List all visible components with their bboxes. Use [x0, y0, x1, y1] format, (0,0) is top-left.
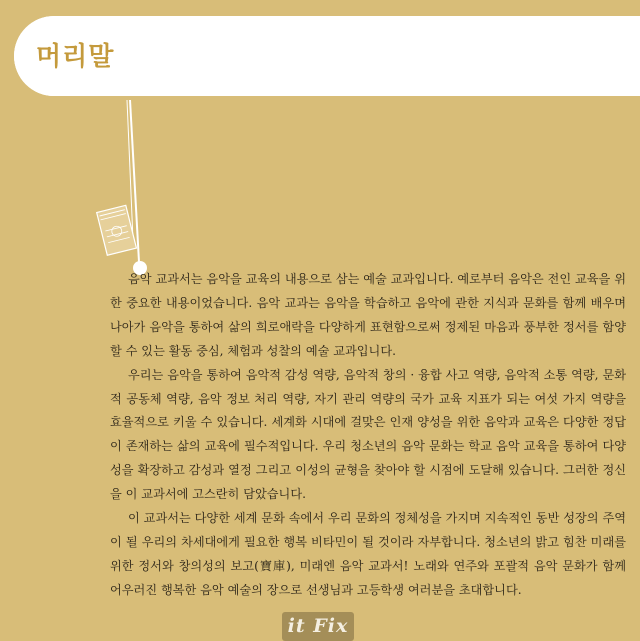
paragraph: 우리는 음악을 통하여 음악적 감성 역량, 음악적 창의 · 융합 사고 역량, 음악적 소통 역량, 문화적 공동체 역량, 음악 정보 처리 역량, 자기 관리 역량의 국가 교육 지표가 되는 여섯 가지 역량을 효율적으로 키울 수 있습니다. 세계화 시대에 걸맞은 인재 양성을 위한 음악과 교육은 다양한 정답이 존재하는 삶의 교육에 필수적입니다. 우리 청소년의 음악 문화는 학교 음악 교육을 통하여 다양성을 확장하고 감성과 열정 그리고 이성의 균형을 찾아야 할 시점에 도달해 있습니다. 그러한 정신을 이 교과서에 고스란히 담았습니다. [110, 367, 626, 502]
watermark-logo: it Fix [282, 612, 354, 641]
paragraph: 이 교과서는 다양한 세계 문화 속에서 우리 문화의 정체성을 가지며 지속적인 동반 성장의 주역이 될 우리의 차세대에게 필요한 행복 비타민이 될 것이라 자부합니다. 청소년의 밝고 힘찬 미래를 위한 정서와 창의성의 보고(寶庫), 미래엔 음악 교과서! 노래와 연주와 포괄적 음악 문화가 함께 어우러진 행복한 음악 예술의 장으로 선생님과 고등학생 여러분을 초대합니다. [110, 511, 626, 597]
paragraph: 음악 교과서는 음악을 교육의 내용으로 삼는 예술 교과입니다. 예로부터 음악은 전인 교육을 위한 중요한 내용이었습니다. 음악 교과는 음악을 학습하고 음악에 관한 지식과 문화를 함께 배우며 나아가 음악을 통하여 삶의 희로애락을 다양하게 표현함으로써 정제된 마음과 풍부한 정서를 함양할 수 있는 활동 중심, 체험과 성찰의 예술 교과입니다. [110, 272, 626, 358]
tag-icon [97, 205, 137, 255]
page-title: 머리말 [36, 42, 115, 72]
preface-body [110, 268, 626, 603]
